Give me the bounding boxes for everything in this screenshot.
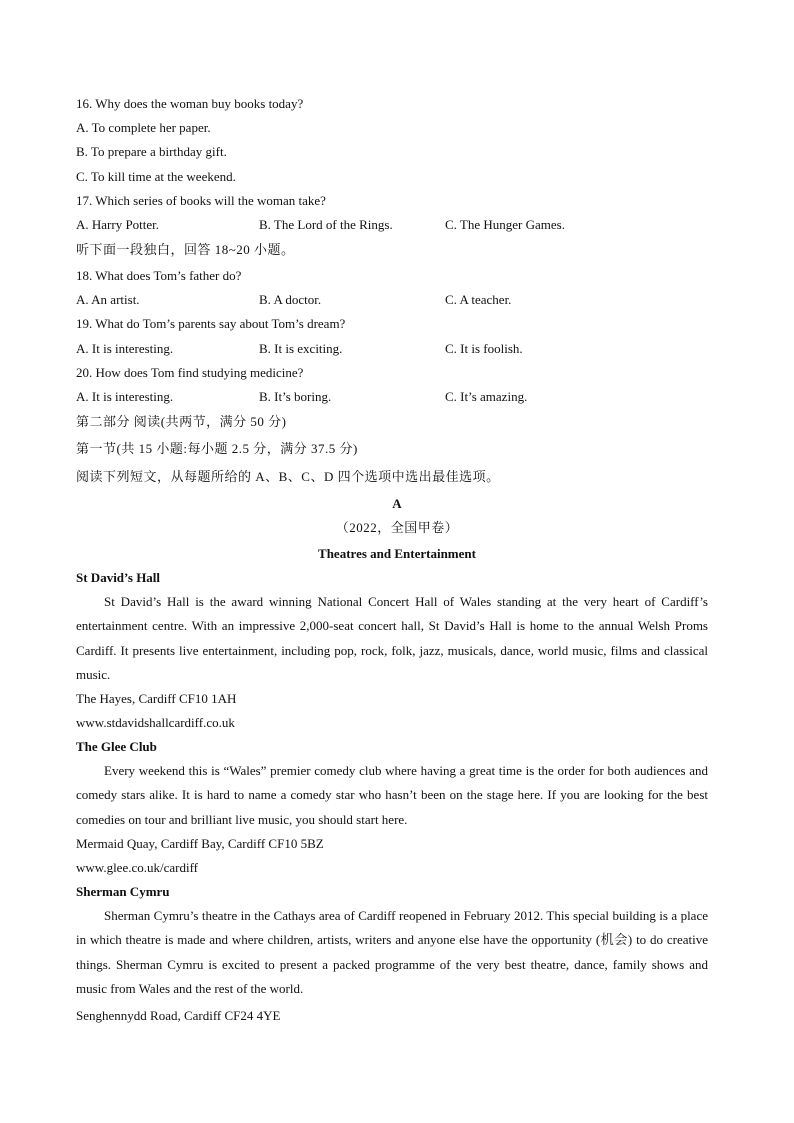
question-18: 18. What does Tom’s father do? [76,268,242,283]
part-two-title: 第二部分 阅读(共两节，满分 50 分) [76,414,287,429]
q16-option-b: B. To prepare a birthday gift. [76,144,227,159]
monologue-instruction: 听下面一段独白，回答 18~20 小题。 [76,242,295,257]
question-20: 20. How does Tom find studying medicine? [76,365,304,380]
venue-name: The Glee Club [76,739,157,754]
q19-option-b: B. It is exciting. [259,341,343,356]
question-17: 17. Which series of books will the woman take? [76,193,326,208]
venue-name: St David’s Hall [76,570,161,585]
venue-description: St David’s Hall is the award winning National Concert Hall of Wales standing at the very heart of Cardiff’s entertainment centre. With an impressive 2,000-seat concert hall, St David’s Hall is home to the annual Welsh Proms Cardiff. It presents live entertainment, including pop, rock, folk, jazz, musicals, dance, world music, films and classical music. [76,594,708,682]
section-one-title: 第一节(共 15 小题:每小题 2.5 分，满分 37.5 分) [76,441,358,456]
q20-option-c: C. It’s amazing. [445,389,528,404]
passage-letter: A [392,496,402,511]
question-19: 19. What do Tom’s parents say about Tom’s dream? [76,316,346,331]
venue-description: Sherman Cymru’s theatre in the Cathays area of Cardiff reopened in February 2012. This special building is a place in which theatre is made and where children, artists, writers and anyone else have the opportunity (机会) to do creative things. Sherman Cymru is excited to present a packed programme of the very best theatre, dance, family shows and music from Wales and the rest of the world. [76,908,708,996]
q19-option-c: C. It is foolish. [445,341,523,356]
q17-option-c: C. The Hunger Games. [445,217,565,232]
q18-option-b: B. A doctor. [259,292,322,307]
question-16: 16. Why does the woman buy books today? [76,96,304,111]
q20-option-b: B. It’s boring. [259,389,332,404]
q17-option-a: A. Harry Potter. [76,217,160,232]
reading-instruction: 阅读下列短文，从每题所给的 A、B、C、D 四个选项中选出最佳选项。 [76,469,500,484]
q16-option-a: A. To complete her paper. [76,120,211,135]
q18-option-a: A. An artist. [76,292,140,307]
venue-website: www.glee.co.uk/cardiff [76,860,199,875]
q18-option-c: C. A teacher. [445,292,512,307]
q19-option-a: A. It is interesting. [76,341,174,356]
venue-address: Mermaid Quay, Cardiff Bay, Cardiff CF10 5BZ [76,836,324,851]
venue-address: The Hayes, Cardiff CF10 1AH [76,691,237,706]
venue-description: Every weekend this is “Wales” premier comedy club where having a great time is the order for both audiences and comedy stars alike. It is hard to name a comedy star who hasn’t been on the stage here. If you are looking for the best comedies on tour and brilliant live music, you should start here. [76,763,708,827]
passage-source: （2022，全国甲卷） [335,520,459,535]
q17-option-b: B. The Lord of the Rings. [259,217,393,232]
passage-title: Theatres and Entertainment [318,546,476,561]
venue-address: Senghennydd Road, Cardiff CF24 4YE [76,1008,281,1023]
venue-website: www.stdavidshallcardiff.co.uk [76,715,235,730]
venue-name: Sherman Cymru [76,884,170,899]
q20-option-a: A. It is interesting. [76,389,174,404]
q16-option-c: C. To kill time at the weekend. [76,169,236,184]
